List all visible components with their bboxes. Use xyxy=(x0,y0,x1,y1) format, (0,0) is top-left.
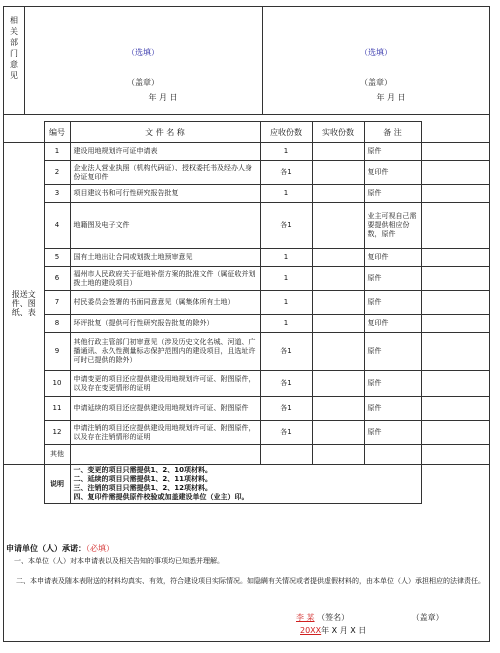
row-no: 2 xyxy=(44,161,70,185)
col-header-no: 编号 xyxy=(44,122,70,143)
table-row-other xyxy=(4,445,489,465)
commitment-hint: （必填） xyxy=(86,544,114,553)
row-note: 复印件 xyxy=(364,315,421,333)
other-label: 其他 xyxy=(44,445,70,465)
other-cell[interactable] xyxy=(260,445,312,465)
table-row xyxy=(4,371,489,397)
divider xyxy=(262,7,263,114)
table-row xyxy=(4,203,489,249)
commitment-p2: 二、本申请表及随本表附送的材料均真实、有效，符合建设项目实际情况。如隐瞒有关情况或者提供虚假材料的，由本单位（人）承担相应的法律责任。 xyxy=(16,577,485,585)
row-got[interactable] xyxy=(312,397,364,421)
sign-date[interactable] xyxy=(300,625,366,636)
row-no: 11 xyxy=(44,397,70,421)
remark-item: 二、延续的项目只需提供1、2、11项材料。 xyxy=(73,475,212,483)
opinion-right-seal: （盖章） xyxy=(360,78,392,87)
seal-label: （盖章） xyxy=(411,613,444,622)
col-header-need: 应收份数 xyxy=(260,122,312,143)
row-note: 原件 xyxy=(364,397,421,421)
row-note: 原件 xyxy=(364,371,421,397)
row-note: 原件 xyxy=(364,291,421,315)
row-got[interactable] xyxy=(312,143,364,161)
row-got[interactable] xyxy=(312,421,364,445)
divider xyxy=(4,114,489,115)
sign-date-year: 20XX xyxy=(300,626,322,635)
row-name: 申请延续的项目还应提供建设用地规划许可证、附图原件 xyxy=(70,397,260,421)
remark-item: 四、复印件需提供原件校验或加盖建设单位（业主）印。 xyxy=(73,493,249,501)
row-name: 其他行政主管部门初审意见（涉及历史文化名城、河道、广播通讯、永久性测量标志保护范围内的建设项目，且选址许可时已提供的除外） xyxy=(70,333,260,371)
row-need: 各1 xyxy=(260,333,312,371)
table-row xyxy=(4,421,489,445)
signer-name: 李 某 xyxy=(296,613,315,622)
remark-item: 三、注销的项目只需提供1、2、12项材料。 xyxy=(73,484,212,492)
row-no: 6 xyxy=(44,267,70,291)
row-got[interactable] xyxy=(312,371,364,397)
application-form xyxy=(3,6,490,642)
remark-item: 一、变更的项目只需提供1、2、10项材料。 xyxy=(73,466,212,474)
row-no: 7 xyxy=(44,291,70,315)
row-need: 各1 xyxy=(260,371,312,397)
row-name: 村民委员会签署的书面同意意见（属集体所有土地） xyxy=(70,291,260,315)
row-note: 复印件 xyxy=(364,249,421,267)
row-note: 业主可视自己需要提供相应份数，原件 xyxy=(364,203,421,249)
row-note: 原件 xyxy=(364,421,421,445)
opinion-right-date: 年 月 日 xyxy=(376,93,406,102)
opinion-right-fill: （选填） xyxy=(360,48,392,57)
row-got[interactable] xyxy=(312,267,364,291)
document-table xyxy=(4,121,489,504)
row-name: 国有土地出让合同或划拨土地预审意见 xyxy=(70,249,260,267)
commitment-p1: 一、本单位（人）对本申请表以及相关告知的事项均已知悉并理解。 xyxy=(14,557,224,565)
table-row xyxy=(4,267,489,291)
row-need: 各1 xyxy=(260,203,312,249)
row-need: 1 xyxy=(260,291,312,315)
opinion-left-seal: （盖章） xyxy=(127,78,159,87)
remark-list xyxy=(70,465,421,504)
row-no: 12 xyxy=(44,421,70,445)
row-no: 8 xyxy=(44,315,70,333)
row-need: 各1 xyxy=(260,161,312,185)
row-note: 复印件 xyxy=(364,161,421,185)
row-need: 1 xyxy=(260,185,312,203)
table-row xyxy=(4,291,489,315)
opinion-left-fill: （选填） xyxy=(127,48,159,57)
divider xyxy=(24,7,25,114)
row-need: 1 xyxy=(260,143,312,161)
col-header-note: 备 注 xyxy=(364,122,421,143)
row-no: 5 xyxy=(44,249,70,267)
opinion-left-date: 年 月 日 xyxy=(148,93,178,102)
row-no: 4 xyxy=(44,203,70,249)
table-row-remark xyxy=(4,465,489,504)
row-got[interactable] xyxy=(312,203,364,249)
row-got[interactable] xyxy=(312,249,364,267)
table-row xyxy=(4,185,489,203)
row-got[interactable] xyxy=(312,315,364,333)
row-name: 企业法人营业执照（机构代码证）、授权委托书及经办人身份证复印件 xyxy=(70,161,260,185)
other-cell[interactable] xyxy=(364,445,421,465)
opinion-right[interactable] xyxy=(264,17,488,113)
commitment-title: 申请单位（人）承诺：（必填） xyxy=(6,544,114,553)
row-name: 福州市人民政府关于征地补偿方案的批准文件（属征收并划拨土地的建设项目） xyxy=(70,267,260,291)
signature-line[interactable] xyxy=(296,612,444,623)
row-need: 各1 xyxy=(260,421,312,445)
row-no: 3 xyxy=(44,185,70,203)
table-row xyxy=(4,161,489,185)
row-got[interactable] xyxy=(312,185,364,203)
sign-label: （签名） xyxy=(317,613,350,622)
row-need: 1 xyxy=(260,249,312,267)
row-note: 原件 xyxy=(364,333,421,371)
table-row xyxy=(4,315,489,333)
row-no: 9 xyxy=(44,333,70,371)
row-name: 地籍图及电子文件 xyxy=(70,203,260,249)
col-header-name: 文 件 名 称 xyxy=(70,122,260,143)
row-need: 各1 xyxy=(260,397,312,421)
row-name: 申请注销的项目还应提供建设用地规划许可证、附图原件，以及存在注销情形的证明 xyxy=(70,421,260,445)
row-need: 1 xyxy=(260,315,312,333)
remark-label: 说明 xyxy=(44,465,70,504)
table-row xyxy=(4,143,489,161)
row-name: 项目建议书和可行性研究报告批复 xyxy=(70,185,260,203)
row-got[interactable] xyxy=(312,333,364,371)
row-name: 建设用地规划许可证申请表 xyxy=(70,143,260,161)
row-need: 1 xyxy=(260,267,312,291)
row-got[interactable] xyxy=(312,161,364,185)
row-no: 10 xyxy=(44,371,70,397)
other-cell[interactable] xyxy=(70,445,260,465)
opinion-left[interactable] xyxy=(26,17,260,113)
row-no: 1 xyxy=(44,143,70,161)
table-row xyxy=(4,397,489,421)
row-note: 原件 xyxy=(364,143,421,161)
side-label: 报送文件、图纸、表 xyxy=(4,143,44,465)
row-note: 原件 xyxy=(364,267,421,291)
col-header-got: 实收份数 xyxy=(312,122,364,143)
other-cell[interactable] xyxy=(312,445,364,465)
sign-date-rest: 年 X 月 X 日 xyxy=(321,626,367,635)
row-note: 原件 xyxy=(364,185,421,203)
row-name: 申请变更的项目还应提供建设用地规划许可证、附图原件，以及存在变更情形的证明 xyxy=(70,371,260,397)
row-got[interactable] xyxy=(312,291,364,315)
row-name: 环评批复（提供可行性研究报告批复的除外） xyxy=(70,315,260,333)
opinion-label: 相关部门意见 xyxy=(10,16,18,80)
table-row xyxy=(4,249,489,267)
table-row xyxy=(4,333,489,371)
